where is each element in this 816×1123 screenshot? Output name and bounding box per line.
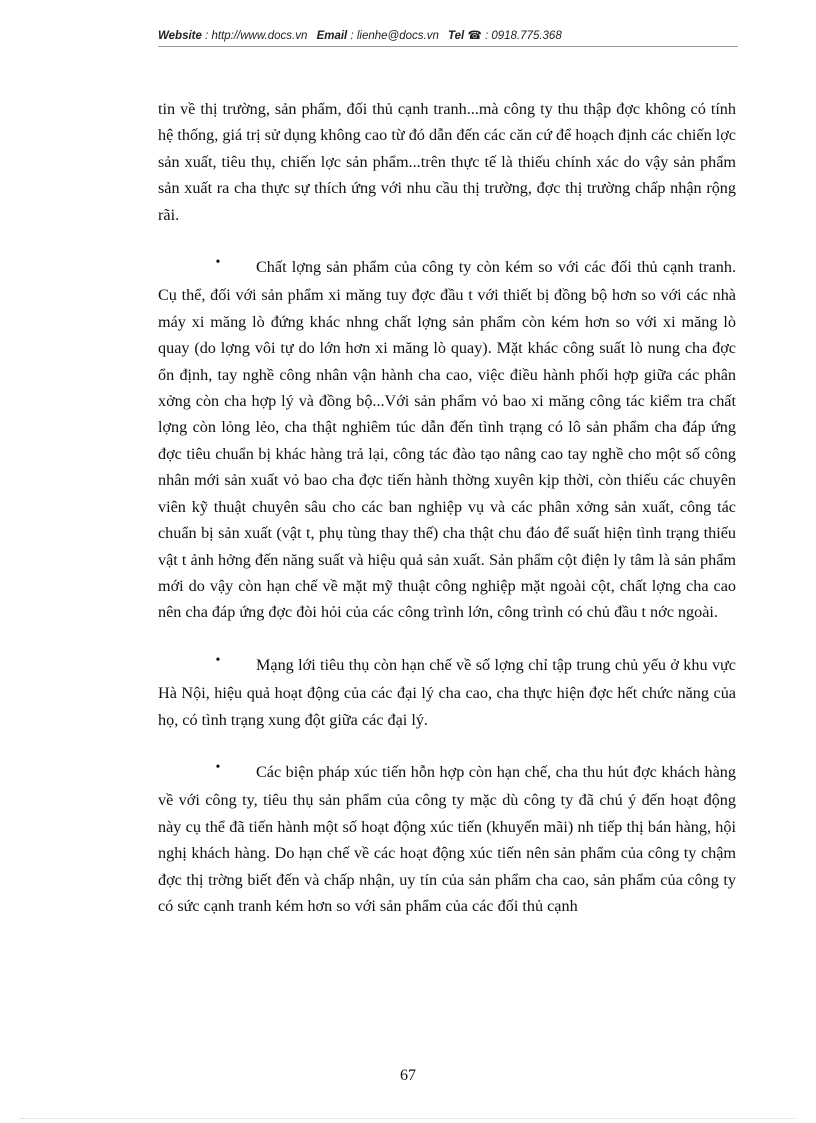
phone-icon: ☎ — [467, 30, 482, 42]
email-value: : lienhe@docs.vn — [350, 30, 439, 42]
tel-label: Tel — [448, 30, 465, 42]
page-number: 67 — [400, 1067, 416, 1084]
bullet-paragraph — [158, 759, 736, 919]
bullet-paragraph — [158, 652, 736, 733]
bullet-text: Các biện pháp xúc tiến hỗn hợp còn hạn chế, cha thu hút đợc khách hàng về với công ty, tiêu thụ sản phẩm của công ty mặc dù công ty đã chú ý đến hoạt động này cụ thể đã tiến hành một số hoạt động xúc tiến (khuyến mãi) nh tiếp thị bán hàng, hội nghị khách hàng. Do hạn chế về các hoạt động xúc tiến nên sản phẩm của công ty chậm đợc thị trờng biết đến và chấp nhận, uy tín của sản phẩm cha cao, sản phẩm của công ty có sức cạnh tranh kém hơn so với sản phẩm của các đối thủ cạnh — [158, 762, 736, 915]
body-paragraph: tin về thị trường, sản phẩm, đối thủ cạnh tranh...mà công ty thu thập đợc không có tính hệ thống, giá trị sử dụng không cao từ đó dẫn đến các căn cứ để hoạch định các chiến lợc sản xuất, tiêu thụ, chiến lợc sản phẩm...trên thực tế là thiếu chính xác do vậy sản phẩm sản xuất ra cha thực sự thích ứng với nhu cầu thị trường, đợc thị trường chấp nhận rộng rãi. — [158, 100, 736, 224]
bullet-text: Mạng lới tiêu thụ còn hạn chế về số lợng chỉ tập trung chủ yếu ở khu vực Hà Nội, hiệu quả hoạt động của các đại lý cha cao, cha thực hiện đợc hết chức năng của họ, có tình trạng xung đột giữa các đại lý. — [158, 655, 736, 729]
website-value: : http://www.docs.vn — [205, 30, 308, 42]
bullet-icon: • — [215, 759, 221, 775]
page-header — [158, 28, 738, 42]
header-divider — [158, 46, 738, 47]
tel-value: : 0918.775.368 — [484, 30, 562, 42]
bullet-text: Chất lợng sản phẩm của công ty còn kém so với các đối thủ cạnh tranh. Cụ thể, đối với sản phẩm xi măng tuy đợc đầu t với thiết bị đồng bộ hơn so với các nhà máy xi măng lò đứng khác nhng chất lợng sản phẩm còn kém hơn so với xi măng lò quay (do lợng vôi tự do lớn hơn xi măng lò quay). Mặt khác công suất lò nung cha đợc ổn định, tay nghề công nhân vận hành cha cao, việc điều hành phối hợp giữa các phân xởng còn cha hợp lý và đồng bộ...Với sản phẩm vỏ bao xi măng công tác kiểm tra chất lợng còn lỏng lẻo, cha thật nghiêm túc dẫn đến tình trạng có lô sản phẩm cha đáp ứng đợc tiêu chuẩn bị khác hàng trả lại, công tác đào tạo nâng cao tay nghề cho một số công nhân mới sản xuất vỏ bao cha đợc tiến hành thờng xuyên kịp thời, còn thiếu các chuyên viên kỹ thuật chuyên sâu cho các ban nghiệp vụ và các phân xởng sản xuất, công tác chuẩn bị sản xuất (vật t, phụ tùng thay thế) cha thật chu đáo để suất hiện tình trạng thiếu vật t ảnh hởng đến năng suất và hiệu quả sản xuất. Sản phẩm cột điện ly tâm là sản phẩm mới do vậy còn hạn chế về mặt mỹ thuật công nghiệp mặt ngoài cột, chất lợng cha cao nên cha đáp ứng đợc đòi hỏi của các công trình lớn, công trình có chủ đầu t nớc ngoài. — [158, 258, 736, 622]
bullet-icon: • — [215, 652, 221, 668]
website-label: Website — [158, 30, 202, 42]
bullet-paragraph — [158, 254, 736, 626]
footer-divider — [20, 1118, 796, 1119]
bullet-icon: • — [215, 255, 221, 271]
document-body — [158, 96, 736, 945]
email-label: Email — [316, 30, 348, 42]
